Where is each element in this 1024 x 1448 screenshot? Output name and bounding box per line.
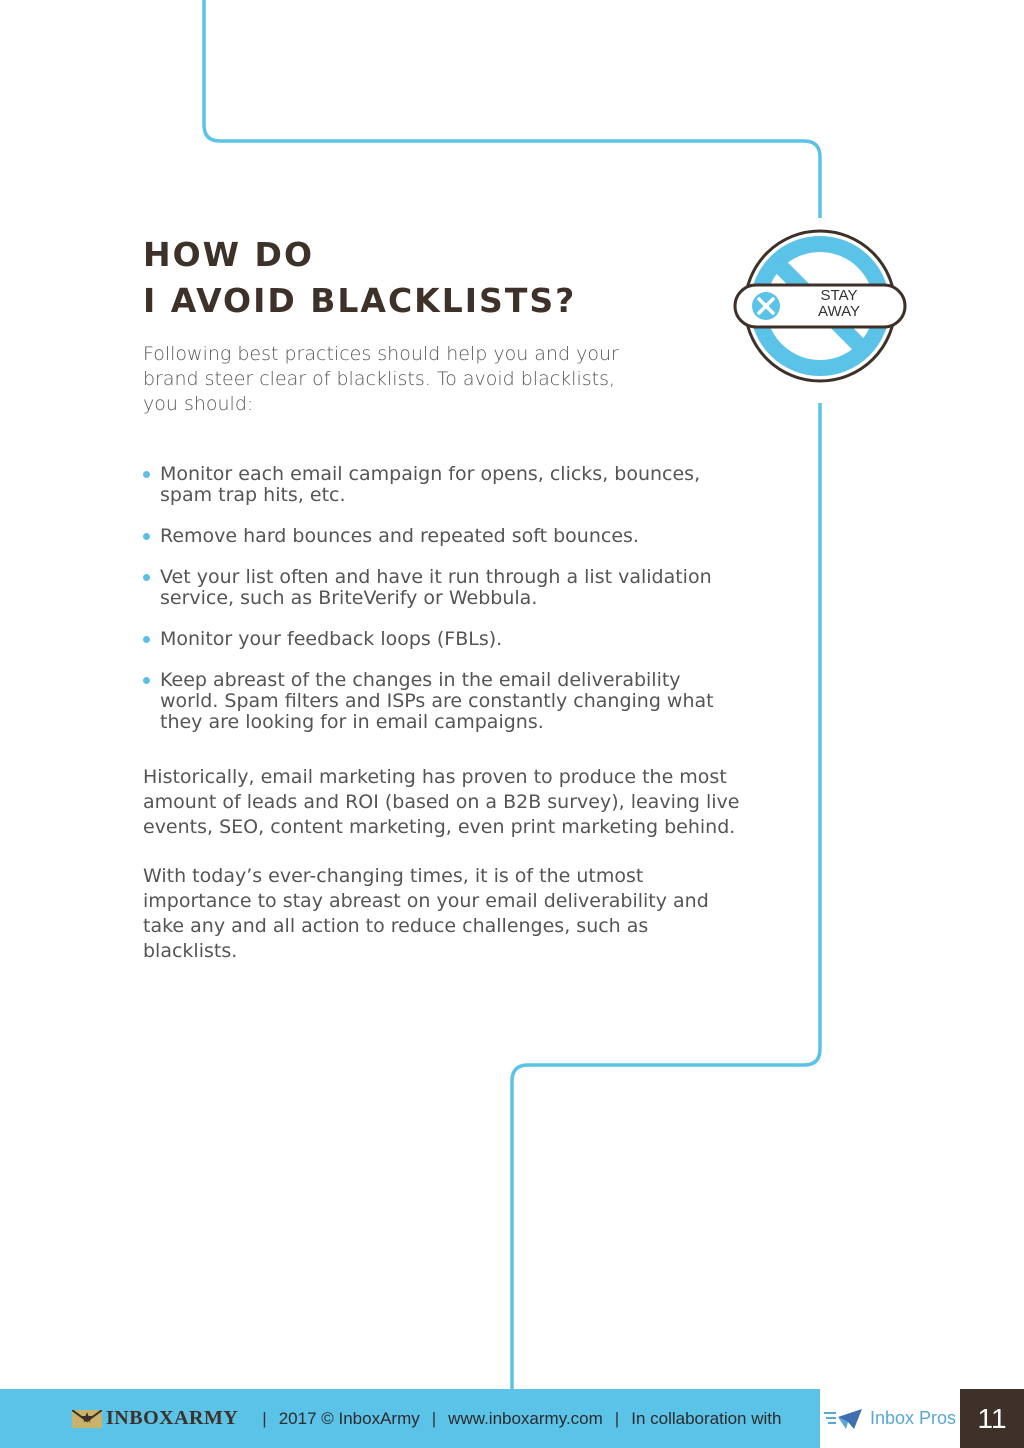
body-paragraph-1: Historically, email marketing has proven to produce the most amount of leads and ROI (based on a B2B survey), leaving live events, SEO, content marketing, even print marketing behind. bbox=[143, 766, 740, 838]
collab-text: In collaboration with bbox=[631, 1408, 782, 1428]
list-item-text: Vet your list often and have it run through a list validation service, such as BriteVerify or Webbula. bbox=[160, 566, 712, 609]
badge-line-2: AWAY bbox=[818, 303, 860, 320]
list-item-text: Monitor your feedback loops (FBLs). bbox=[160, 628, 503, 650]
separator: | bbox=[431, 1408, 437, 1428]
copyright-text: 2017 © InboxArmy bbox=[278, 1408, 420, 1428]
footer bbox=[0, 1389, 1024, 1448]
bullet-dot bbox=[143, 677, 150, 684]
footer-info bbox=[72, 1389, 781, 1448]
body-paragraph-2: With today’s ever-changing times, it is of the utmost importance to stay abreast on your email deliverability and take any and all action to reduce challenges, such as blacklists. bbox=[143, 865, 709, 962]
envelope-icon bbox=[72, 1410, 102, 1428]
page-title bbox=[143, 232, 576, 324]
separator: | bbox=[614, 1408, 620, 1428]
close-icon bbox=[752, 292, 780, 320]
inbox-pros-logo bbox=[820, 1389, 960, 1448]
list-item-text: Monitor each email campaign for opens, clicks, bounces, spam trap hits, etc. bbox=[160, 463, 701, 506]
bullet-dot bbox=[143, 533, 150, 540]
title-line-2: I AVOID BLACKLISTS? bbox=[143, 281, 577, 320]
paper-plane-icon bbox=[824, 1407, 864, 1431]
website-link[interactable]: www.inboxarmy.com bbox=[448, 1408, 603, 1428]
bullet-dot bbox=[143, 471, 150, 478]
list-item bbox=[143, 464, 743, 506]
bullet-dot bbox=[143, 636, 150, 643]
logo-text: INBOXARMY bbox=[106, 1407, 239, 1429]
separator: | bbox=[262, 1408, 267, 1428]
list-item bbox=[143, 670, 743, 733]
badge-label bbox=[800, 288, 878, 320]
list-item-text: Keep abreast of the changes in the email deliverability world. Spam filters and ISPs are constantly changing what they are looking for in email campaigns. bbox=[160, 669, 714, 733]
badge-line-1: STAY bbox=[820, 287, 858, 304]
list-item bbox=[143, 629, 743, 650]
title-line-1: HOW DO bbox=[143, 235, 315, 274]
bullet-dot bbox=[143, 574, 150, 581]
list-item bbox=[143, 567, 743, 609]
page-number: 11 bbox=[960, 1389, 1024, 1448]
intro-paragraph: Following best practices should help you and your brand steer clear of blacklists. To avoid blacklists, you should: bbox=[143, 343, 619, 415]
list-item bbox=[143, 526, 743, 547]
list-item-text: Remove hard bounces and repeated soft bounces. bbox=[160, 525, 639, 547]
partner-name: Inbox Pros bbox=[869, 1408, 957, 1428]
inboxarmy-logo bbox=[72, 1407, 238, 1430]
tips-list bbox=[143, 464, 743, 753]
